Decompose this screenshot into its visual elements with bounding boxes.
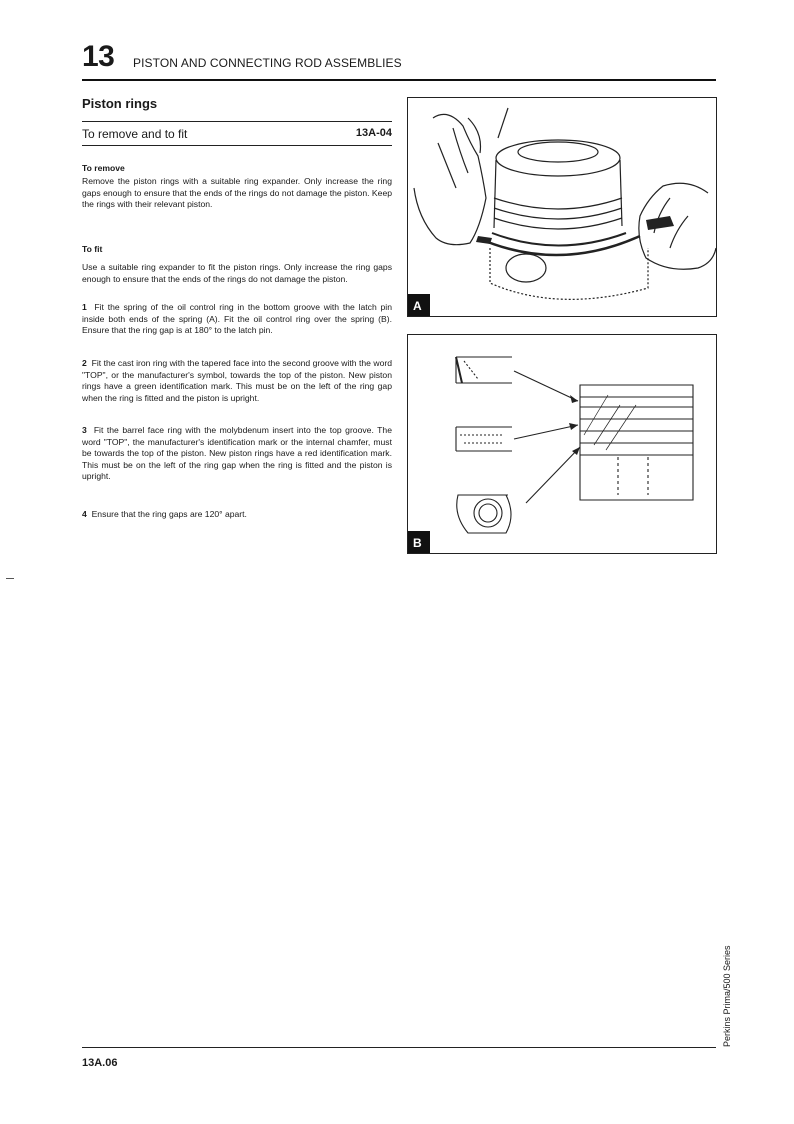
section-title: Piston rings [82,96,158,111]
figure-a-label-box [408,294,430,316]
step-text: Fit the spring of the oil control ring in the bottom groove with the latch pin inside both ends of the spring (A). Fit the oil control ring over the spring (B). Ensure that the ring gap is at 180° to the latch pin. [82,302,392,336]
margin-mark [6,578,14,579]
operation-code: 13A-04 [355,127,392,139]
series-side-label: Perkins Prima/500 Series [722,945,732,1047]
remove-text: Remove the piston rings with a suitable ring expander. Only increase the ring gaps enough to ensure that the ends of the rings do not damage the piston. Keep the rings with their relevant piston. [82,176,392,210]
subheading-rule-top [82,121,392,122]
subheading: To remove and to fit [82,127,188,141]
figure-b-label: B [413,536,422,550]
piston-ring-expander-illustration [408,98,716,316]
fit-step-4 [82,509,392,521]
step-number: 1 [82,302,87,312]
step-text: Ensure that the ring gaps are 120° apart. [91,509,247,519]
fit-heading [82,244,392,256]
step-number: 3 [82,425,87,435]
step-text: Fit the barrel face ring with the molybdenum insert into the top groove. The word "TOP", the manufacturer's identification mark or the internal chamfer, must be towards the top of the piston. New piston rings have a red identification mark. This must be on the left of the ring gap when the ring is fitted and the piston is upright. [82,425,392,482]
figure-b [407,334,717,554]
ring-cross-section-illustration [408,335,716,553]
step-number: 2 [82,358,87,368]
fit-step-3 [82,425,392,483]
subheading-rule-bottom [82,145,392,146]
chapter-title: PISTON AND CONNECTING ROD ASSEMBLIES [133,56,402,70]
remove-heading-text: To remove [82,163,125,173]
figure-a [407,97,717,317]
fit-step-1 [82,302,392,337]
remove-heading [82,163,392,175]
page-number: 13A.06 [82,1057,118,1069]
footer-rule [82,1047,716,1048]
figure-b-label-box [408,531,430,553]
chapter-number: 13 [82,40,115,73]
header-rule [82,79,716,81]
fit-heading-text: To fit [82,244,103,254]
fit-intro: Use a suitable ring expander to fit the piston rings. Only increase the ring gaps enough to ensure that the ends of the rings do not damage the piston. [82,262,392,284]
fit-step-2 [82,358,392,404]
step-number: 4 [82,509,87,519]
step-text: Fit the cast iron ring with the tapered face into the second groove with the word "TOP", or the manufacturer's symbol, towards the top of the piston. New piston rings have a green identification mark. This must be on the left of the ring gap when the ring is fitted and the piston is upright. [82,358,392,403]
figure-a-label: A [413,299,422,313]
